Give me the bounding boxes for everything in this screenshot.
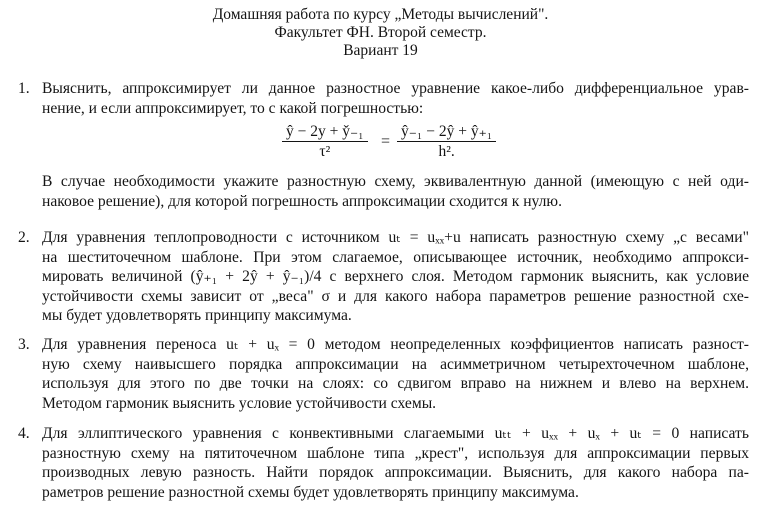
problem-text	[42, 228, 749, 326]
course-title: Домашняя работа по курсу „Методы вычислений".	[212, 6, 549, 23]
faculty-semester: Факультет ФН. Второй семестр.	[274, 24, 487, 41]
right-fraction	[397, 122, 496, 161]
text-line: Методом гармоник выяснить условие устойчивости схемы.	[42, 394, 437, 412]
text-line: нение, и если аппроксимирует, то с какой погрешностью:	[42, 99, 424, 117]
text-line: Для эллиптического уравнения с конвективными слагаемыми uₜₜ + uₓₓ + uₓ + uₜ = 0 написать	[42, 425, 749, 442]
left-numerator: ŷ − 2y + y̌₋₁	[282, 122, 368, 142]
text-line: наковое решение), для которой погрешность аппроксимации сходится к нулю.	[42, 192, 562, 210]
document-header	[0, 6, 761, 60]
text-line: раметров решение разностной схемы будет удовлетворять принципу максимума.	[42, 483, 579, 501]
text-line: Для уравнения переноса uₜ + uₓ = 0 методом неопределенных коэффициентов написать разност-	[42, 336, 749, 353]
problem-1	[14, 79, 749, 219]
text-line: В случае необходимости укажите разностную схему, эквивалентную данной (имеющую с ней оди-	[42, 173, 749, 190]
left-denominator: τ²	[319, 143, 331, 160]
difference-equation	[14, 122, 761, 166]
problem-text	[42, 424, 749, 502]
text-line: разностную схему на пятиточечном шаблоне типа „крест", используя для аппроксимации первых	[42, 444, 749, 462]
right-denominator: h².	[438, 143, 455, 160]
text-line: используя для этого по две точки на слоях: со сдвигом вправо на нижнем и влево на верхнем.	[42, 375, 749, 393]
text-line: Выяснить, аппроксимирует ли данное разностное уравнение какое-либо дифференциальное урав-	[42, 80, 749, 97]
problem-number: 2.	[18, 229, 30, 246]
text-line: производных левую разность. Найти порядок аппроксимации. Выяснить, для какого набора па-	[42, 464, 749, 482]
problem-text	[42, 335, 749, 413]
text-line: ную схему наивысшего порядка аппроксимации на асимметричном четырехточечном шаблоне,	[42, 355, 749, 373]
text-line: мировать величиной (ŷ₊₁ + 2ŷ + ŷ₋₁)/4 с верхнего слоя. Методом гармоник выяснить, как условие	[42, 268, 749, 286]
right-numerator: ŷ₋₁ − 2ŷ + ŷ₊₁	[397, 122, 496, 142]
left-fraction	[282, 122, 368, 161]
problem-number: 4.	[18, 425, 30, 442]
text-line: устойчивости схемы зависит от „веса" σ и для какого набора параметров решение разностной схе-	[42, 287, 749, 305]
problem-text	[42, 79, 749, 118]
equals-sign: =	[381, 133, 391, 150]
text-line: на шеститочечном шаблоне. При этом слагаемое, описывающее источник, необходимо аппрокси-	[42, 248, 749, 266]
text-line: Для уравнения теплопроводности с источником uₜ = uₓₓ+u написать разностную схему „с весами"	[42, 229, 749, 246]
text-line: мы будет удовлетворять принципу максимума.	[42, 307, 352, 325]
problem-number: 3.	[18, 336, 30, 353]
problem-number: 1.	[18, 80, 30, 97]
variant-number: Вариант 19	[343, 42, 418, 59]
problem-text-continued	[42, 172, 749, 211]
